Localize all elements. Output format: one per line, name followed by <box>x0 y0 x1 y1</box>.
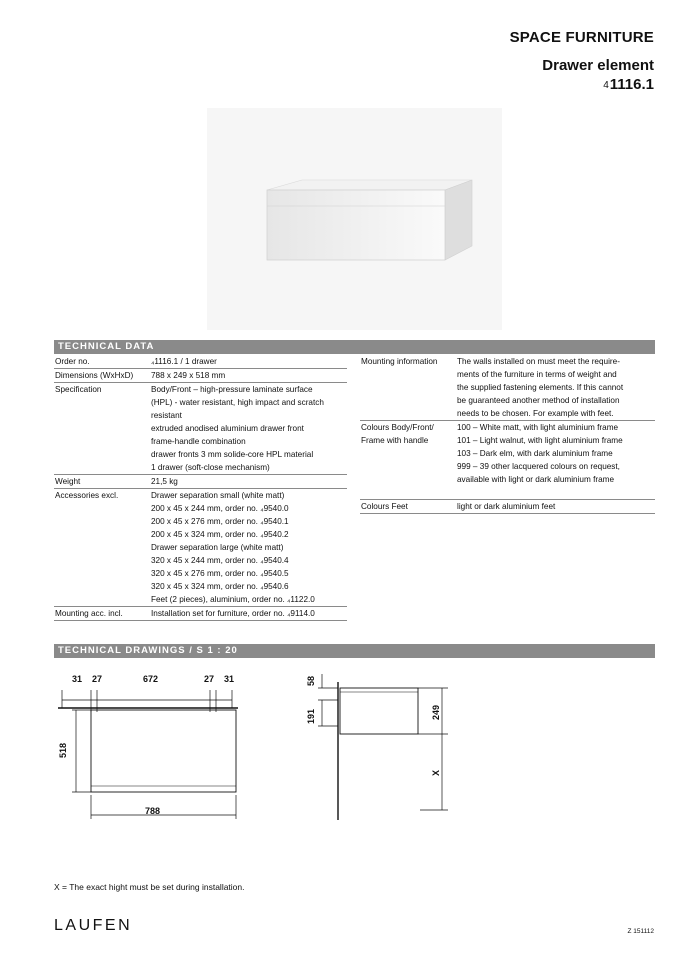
spec-row <box>54 475 347 489</box>
spec-value <box>457 500 655 513</box>
spec-row <box>54 607 347 621</box>
brand-title: SPACE FURNITURE <box>509 29 654 46</box>
spec-value-line: resistant <box>151 411 182 420</box>
spec-value-line: Body/Front – high-pressure laminate surface <box>151 385 313 394</box>
technical-drawings <box>0 660 678 860</box>
spec-value-line: Feet (2 pieces), aluminium, order no. ₄1122.0 <box>151 595 315 604</box>
laufen-logo: LAUFEN <box>54 917 133 934</box>
spec-value-line: 101 – Light walnut, with light aluminium frame <box>457 436 623 445</box>
spec-value-line: drawer fronts 3 mm solide-core HPL material <box>151 450 314 459</box>
spec-label: Order no. <box>55 357 90 366</box>
product-code <box>603 76 654 93</box>
spec-value-line: 320 x 45 x 244 mm, order no. ₄9540.4 <box>151 556 289 565</box>
spec-row <box>54 355 347 369</box>
spec-row <box>54 383 347 475</box>
spec-value-line: 200 x 45 x 324 mm, order no. ₄9540.2 <box>151 530 289 539</box>
spec-label: Specification <box>55 385 102 394</box>
spec-label: Colours Feet <box>361 502 408 511</box>
side-dim-top-gap: 58 <box>306 675 316 686</box>
front-dim-width: 788 <box>145 806 161 816</box>
spec-row <box>54 369 347 383</box>
spec-label: Dimensions (WxHxD) <box>55 371 134 380</box>
spec-value-line: the supplied fastening elements. If this cannot <box>457 383 624 392</box>
spec-value <box>457 421 655 499</box>
front-dim-27-right: 27 <box>204 674 215 684</box>
spec-value <box>151 369 347 382</box>
spec-label: Colours Body/Front/ Frame with handle <box>361 423 434 445</box>
spec-value-line: needs to be chosen. For example with feet. <box>457 409 614 418</box>
product-photo <box>207 108 502 330</box>
spec-value-line: be guaranteed another method of installation <box>457 396 620 405</box>
technical-drawings-header: TECHNICAL DRAWINGS / S 1 : 20 <box>54 644 655 658</box>
spec-label: Mounting acc. incl. <box>55 609 123 618</box>
document-reference: Z 151112 <box>627 928 654 935</box>
spec-value-line <box>457 486 655 499</box>
spec-value-line: 999 – 39 other lacquered colours on request, <box>457 462 620 471</box>
spec-value-line: The walls installed on must meet the require- <box>457 357 620 366</box>
spec-value-line: (HPL) - water resistant, high impact and scratch <box>151 398 324 407</box>
spec-value <box>151 355 347 368</box>
spec-row <box>360 355 655 421</box>
technical-data-left-table <box>54 355 347 621</box>
spec-row <box>360 500 655 514</box>
spec-value-line: 21,5 kg <box>151 477 178 486</box>
spec-label: Accessories excl. <box>55 491 119 500</box>
spec-value-line: ments of the furniture in terms of weight and <box>457 370 617 379</box>
technical-data-right-table <box>360 355 655 514</box>
side-view-drawing <box>306 674 448 820</box>
technical-data-header: TECHNICAL DATA <box>54 340 655 354</box>
front-dim-31-left: 31 <box>72 674 83 684</box>
spec-value <box>151 475 347 488</box>
spec-value <box>457 355 655 420</box>
spec-row <box>360 421 655 500</box>
front-dim-27-left: 27 <box>92 674 103 684</box>
front-dim-31-right: 31 <box>224 674 235 684</box>
spec-value-line: 200 x 45 x 244 mm, order no. ₄9540.0 <box>151 504 289 513</box>
product-title: Drawer element <box>542 57 654 74</box>
front-dim-672: 672 <box>143 674 159 684</box>
side-dim-inner: 191 <box>306 708 316 724</box>
spec-value-line: Drawer separation small (white matt) <box>151 491 285 500</box>
spec-value-line: 1 drawer (soft-close mechanism) <box>151 463 270 472</box>
spec-value-line: Drawer separation large (white matt) <box>151 543 284 552</box>
spec-value-line: ₄1116.1 / 1 drawer <box>151 357 217 366</box>
product-code-number: 1116.1 <box>609 76 654 93</box>
spec-value-line: light or dark aluminium feet <box>457 502 556 511</box>
spec-value-line: 788 x 249 x 518 mm <box>151 371 226 380</box>
product-code-prefix: 4 <box>603 80 609 91</box>
spec-value-line: 200 x 45 x 276 mm, order no. ₄9540.1 <box>151 517 289 526</box>
side-dim-floor: X <box>431 769 441 776</box>
installation-note: X = The exact hight must be set during installation. <box>54 882 245 892</box>
spec-value-line: 320 x 45 x 324 mm, order no. ₄9540.6 <box>151 582 289 591</box>
spec-value-line: extruded anodised aluminium drawer front <box>151 424 304 433</box>
spec-value-line: 320 x 45 x 276 mm, order no. ₄9540.5 <box>151 569 289 578</box>
spec-value-line: available with light or dark aluminium frame <box>457 475 614 484</box>
front-view-drawing <box>58 674 238 819</box>
drawer-element-photo-icon <box>207 108 502 330</box>
spec-row <box>54 489 347 607</box>
side-dim-height: 249 <box>431 704 441 720</box>
spec-value-line: 103 – Dark elm, with dark aluminium frame <box>457 449 613 458</box>
spec-value <box>151 383 347 474</box>
spec-value-line: frame-handle combination <box>151 437 246 446</box>
spec-value-line: 100 – White matt, with light aluminium frame <box>457 423 619 432</box>
spec-value <box>151 607 347 620</box>
spec-label: Mounting information <box>361 357 438 366</box>
spec-label: Weight <box>55 477 81 486</box>
spec-value-line: Installation set for furniture, order no. ₄9114.0 <box>151 609 315 618</box>
front-dim-height: 518 <box>58 742 68 758</box>
spec-value <box>151 489 347 606</box>
